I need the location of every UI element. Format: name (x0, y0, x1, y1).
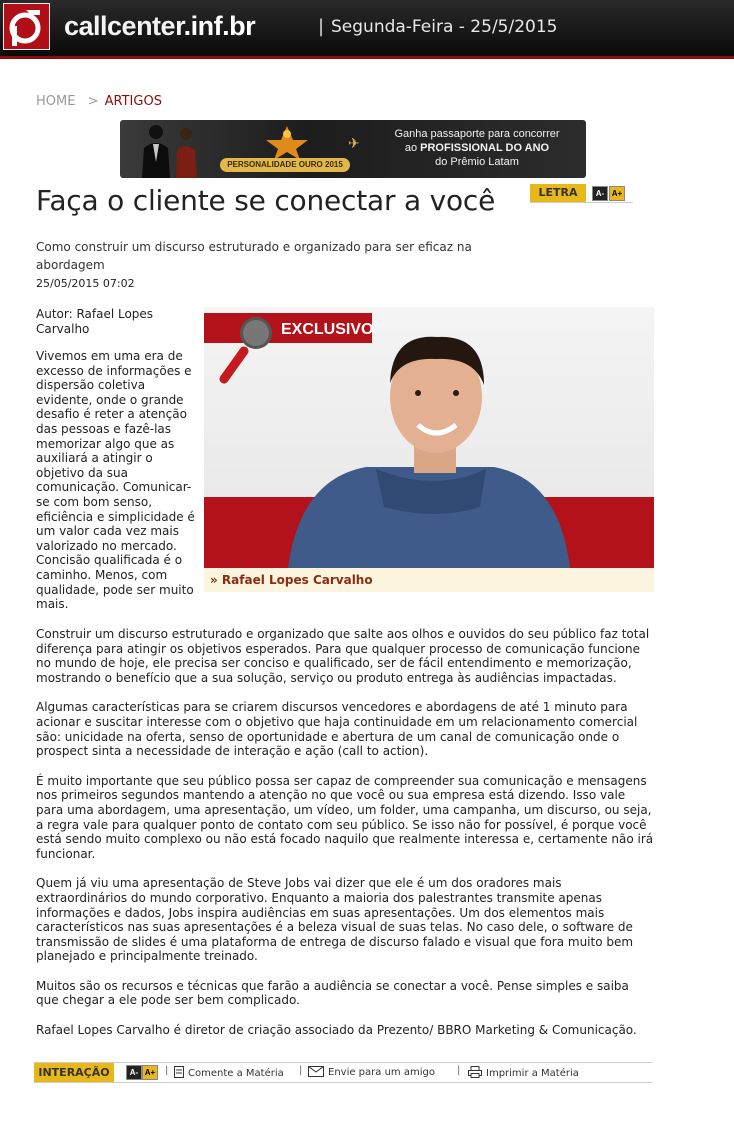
star-trophy-icon (222, 122, 352, 160)
printer-icon (468, 1066, 482, 1078)
interaction-bar (34, 1062, 652, 1083)
paragraph: Quem já viu uma apresentação de Steve Jobs vai dizer que ele é um dos oradores mais extraordinários do mundo corporativo. Enquanto a maioria dos palestrantes transmite apenas informações e dados, Jobs inspira audiências em suas apresentações. Um dos elementos mais característicos nas suas apresentações é a beleza visual de suas telas. No caso dele, o software de transmissão de slides é uma plataforma de entrega de discurso falado e visual que fora muito bem planejado e principalmente treinado. (36, 876, 634, 964)
separator: | (165, 1065, 169, 1076)
site-name[interactable]: callcenter.inf.br (64, 11, 256, 41)
paragraph: Muitos são os recursos e técnicas que farão a audiência se conectar a você. Pense simples e saiba que chegar a ele pode ser bem complicado. (36, 978, 629, 1008)
paragraph: É muito importante que seu público possa ser capaz de compreender sua comunicação e mensagens nos primeiros segundos mantendo a atenção no que você ou sua empresa está dizendo. Isso vale para uma abordagem, uma apresentação, um vídeo, um folder, uma campanha, um discurso, ou seja, a regra vale para qualquer ponto de contato com seu público. Se isso não for possível, é porque você está sendo muito complexo ou não está focado naquilo que realmente interessa e, certamente não irá funcionar. (36, 773, 654, 861)
site-header (0, 0, 734, 59)
font-size-controls (530, 184, 633, 203)
breadcrumb-separator: > (87, 94, 99, 109)
font-decrease-button[interactable]: A- (592, 186, 608, 201)
separator: | (457, 1065, 461, 1076)
interaction-font-increase-button[interactable]: A+ (142, 1065, 158, 1080)
photo-caption: » Rafael Lopes Carvalho (204, 568, 654, 592)
paragraph: Construir um discurso estruturado e organizado que salte aos olhos e ouvidos do seu público faz total diferença para atingir os objetivos esperados. Para que qualquer processo de comunicação funcione no mundo de hoje, ele precisa ser conciso e qualificado, ser de fácil entendimento e memorização, mostrando o benefício que a sua solução, serviço ou produto entrega às audiências impactadas. (36, 627, 650, 685)
article-body (36, 627, 654, 1053)
article-author: Autor: Rafael Lopes Carvalho (36, 307, 154, 336)
article-title: Faça o cliente se conectar a você (36, 184, 496, 217)
intro-paragraph: Vivemos em uma era de excesso de informações e dispersão coletiva evidente, onde o grande desafio é reter a atenção das pessoas e fazê-las memorizar algo que as auxiliará a atingir o objetivo da sua comunicação. Comunicar-se com bom senso, eficiência e simplicidade é um valor cada vez mais valorizado no mercado. Concisão qualificada é o caminho. Menos, com qualidade, pode ser muito mais. (36, 349, 195, 612)
envelope-icon (308, 1066, 324, 1077)
font-increase-button[interactable]: A+ (609, 186, 625, 201)
breadcrumb-current[interactable]: ARTIGOS (104, 94, 162, 109)
logo-icon[interactable] (3, 3, 50, 50)
people-silhouette-icon (134, 122, 214, 178)
banner-line-3: do Prêmio Latam (435, 156, 519, 168)
font-size-label: LETRA (530, 184, 586, 202)
airplane-icon: ✈ (348, 136, 360, 152)
exclusive-badge: EXCLUSIVO (281, 321, 374, 338)
breadcrumb-home[interactable]: HOME (36, 94, 76, 109)
document-icon (174, 1066, 184, 1078)
send-to-friend-link[interactable]: Envie para um amigo (308, 1066, 435, 1078)
interaction-font-decrease-button[interactable]: A- (126, 1065, 142, 1080)
banner-text (372, 127, 582, 169)
paragraph: Rafael Lopes Carvalho é diretor de criação associado da Prezento/ BBRO Marketing & Comunicação. (36, 1023, 637, 1038)
banner-line-2: ao PROFISSIONAL DO ANO (404, 142, 550, 154)
print-link[interactable]: Imprimir a Matéria (468, 1066, 579, 1079)
promo-banner[interactable] (120, 120, 586, 178)
comment-link[interactable]: Comente a Matéria (174, 1066, 284, 1079)
author-photo-illustration (204, 307, 654, 568)
banner-line-1: Ganha passaporte para concorrer (394, 128, 560, 140)
separator: | (299, 1065, 303, 1076)
award-label: PERSONALIDADE OURO 2015 (220, 158, 350, 172)
article-date: 25/05/2015 07:02 (36, 277, 135, 290)
paragraph: Algumas características para se criarem discursos vencedores e abordagens de até 1 minuto para acionar e suscitar interesse com o objetivo que haja continuidade em um relacionamento comercial são: unicidade na oferta, senso de oportunidade e abertura de um canal de comunicação onde o prospect sinta a necessidade de interação e ação (call to action). (36, 700, 638, 759)
article-subtitle: Como construir um discurso estruturado e organizado para ser eficaz na abordagem (36, 240, 472, 272)
header-date: Segunda-Feira - 25/5/2015 (331, 17, 558, 37)
author-photo (204, 307, 654, 568)
interaction-label: INTERAÇÃO (34, 1063, 114, 1082)
breadcrumb (36, 94, 162, 109)
header-separator: | (318, 16, 325, 37)
